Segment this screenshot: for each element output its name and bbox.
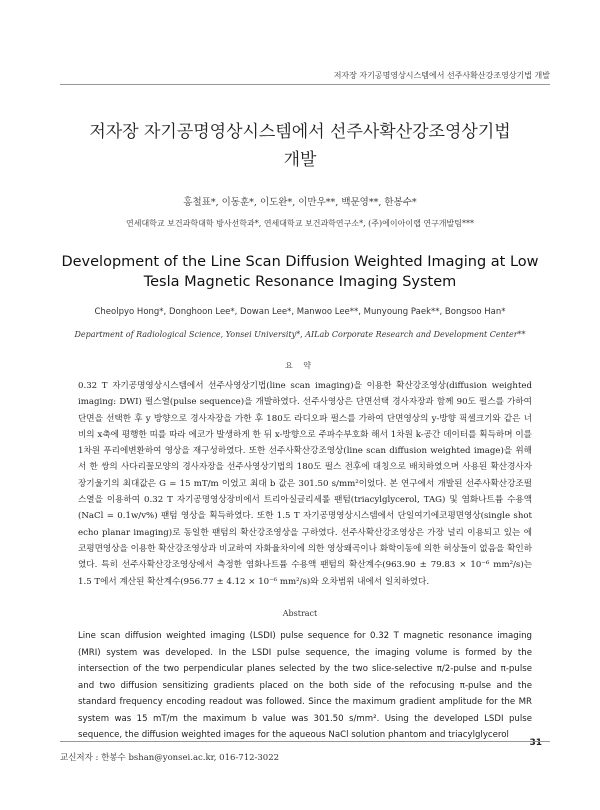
title-english (60, 252, 540, 292)
corresponding-author: 교신저자 : 한봉수 bshan@yonsei.ac.kr, 016-712-3022 (60, 753, 280, 763)
title-korean-line1: 저자장 자기공명영상시스템에서 선주사확산강조영상기법 (89, 122, 511, 142)
footer-divider (60, 741, 550, 742)
title-english-line1: Development of the Line Scan Diffusion Weighted Imaging at Low (61, 254, 539, 270)
title-korean (60, 118, 540, 174)
authors-english: Cheolpyo Hong*, Donghoon Lee*, Dowan Lee*, Manwoo Lee**, Munyoung Paek**, Bongsoo Han* (94, 307, 506, 317)
page-number: 31 (529, 738, 542, 748)
affiliation-korean: 연세대학교 보건과학대학 방사선학과*, 연세대학교 보건과학연구소*, (주)에이아이랩 연구개발팀*** (126, 219, 474, 228)
header-divider (60, 84, 550, 85)
english-abstract-body: Line scan diffusion weighted imaging (LSDI) pulse sequence for 0.32 T magnetic resonance imaging (MRI) system was developed. In the LSDI pulse sequence, the imaging volume is formed by the intersection of the two perpendicular planes selected by the two slice-selective π/2-pulse and π-pulse and two diffusion sensitizing gradients placed on the both side of the refocusing π-pulse and the standard frequency encoding readout was followed. Since the maximum gradient amplitude for the MR system was 15 mT/m the maximum b value was 301.50 s/mm². Using the developed LSDI pulse sequence, the diffusion weighted images for the aqueous NaCl solution phantom and triacylglycerol (78, 631, 532, 740)
running-header: 저자장 자기공명영상시스템에서 선주사확산강조영상기법 개발 (333, 71, 550, 80)
english-abstract-heading: Abstract (282, 609, 318, 618)
authors-korean: 홍철표*, 이동훈*, 이도완*, 이만우**, 백문영**, 한봉수* (183, 197, 417, 208)
korean-abstract-heading: 요 약 (285, 361, 315, 370)
title-korean-line2: 개발 (283, 150, 317, 170)
korean-abstract-body: 0.32 T 자기공명영상시스템에서 선주사영상기법(line scan imaging)을 이용한 확산강조영상(diffusion weighted imaging: DWI) 펄스열(pulse sequence)을 개발하였다. 선주사영상은 단면선택 경사자장과 함께 90도 펄스를 가하여 단면을 선택한 후 y 방향으로 경사자장을 가한 후 180도 라디오파 펄스를 가하여 단면영상의 y-방향 픽셀크기와 같은 너비의 x축에 평행한 띠를 따라 에코가 발생하게 한 뒤 x-방향으로 주파수부호화 해서 1차원 k-공간 데이터를 획득하며 이를 1차원 푸리에변환하여 영상을 재구성하였다. 또한 선주사확산강조영상(line scan diffusion weighted image)을 위해서 한 쌍의 사다리꼴모양의 경사자장을 선주사영상기법의 180도 펄스 전후에 대칭으로 배치하였으며 사용된 확산경사자장기울기의 최대값은 G = 15 mT/m 이었고 최대 b 값은 301.50 s/mm²이었다. 본 연구에서 개발된 선주사확산강조펄스열을 이용하여 0.32 T 자기공명영상장비에서 트리아실글리세롤 팬텀(triacylglycerol, TAG) 및 염화나트륨 수용액 (NaCl = 0.1w/v%) 팬텀 영상을 획득하였다. 또한 1.5 T 자기공명영상시스템에서 단일여기에코평면영상(single shot echo planar imaging)로 동일한 팬텀의 확산강조영상을 구하였다. 선주사확산강조영상은 가장 널리 이용되고 있는 에코평면영상을 이용한 확산강조영상과 비교하여 자화율차이에 의한 영상왜곡이나 화학이동에 의한 허상들이 없음을 확인하였다. 특히 선주사확산강조영상에서 측정한 염화나트륨 수용액 팬텀의 확산계수(963.90 ± 79.83 × 10⁻⁶ mm²/s)는 1.5 T에서 계산된 확산계수(956.77 ± 4.12 × 10⁻⁶ mm²/s)와 오차범위 내에서 일치하였다. (78, 381, 532, 587)
title-english-line2: Tesla Magnetic Resonance Imaging System (143, 274, 457, 290)
affiliation-english: Department of Radiological Science, Yonsei University*, AILab Corporate Research and Development Center** (74, 330, 526, 339)
